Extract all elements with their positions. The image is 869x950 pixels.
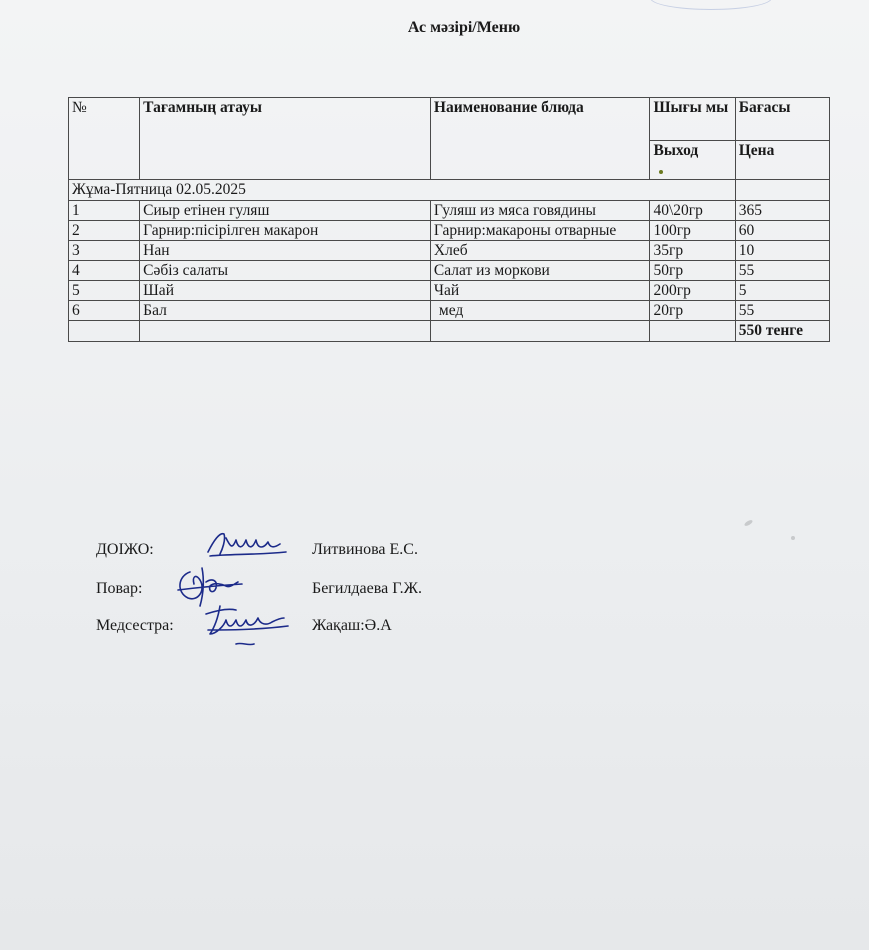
ink-dot [659, 170, 663, 174]
signature-role: Медсестра: [96, 617, 174, 634]
cell-output: 50гр [650, 261, 735, 281]
cell-number: 1 [69, 201, 140, 221]
cell-name-ru: Гуляш из мяса говядины [430, 201, 650, 221]
table-row [69, 201, 830, 221]
table-header-row [69, 98, 830, 141]
cell-name-ru: Салат из моркови [430, 261, 650, 281]
signature-name: Жақаш:Ә.А [312, 617, 392, 634]
table-cell-empty [140, 321, 431, 342]
cell-number: 6 [69, 301, 140, 321]
cell-number: 3 [69, 241, 140, 261]
cell-price: 365 [735, 201, 829, 221]
menu-rows [69, 201, 830, 321]
cell-number: 2 [69, 221, 140, 241]
signature-role: Повар: [96, 580, 143, 597]
handwritten-signature-director [200, 528, 290, 562]
cell-output: 200гр [650, 281, 735, 301]
cell-number: 4 [69, 261, 140, 281]
header-name-ru: Наименование блюда [430, 98, 650, 180]
cell-price: 10 [735, 241, 829, 261]
cell-price: 60 [735, 221, 829, 241]
cell-name-ru: Чай [430, 281, 650, 301]
cell-name-kz: Сәбіз салаты [140, 261, 431, 281]
paper-speck [791, 536, 795, 540]
table-row [69, 261, 830, 281]
handwritten-signature-nurse [196, 600, 292, 652]
table-row [69, 281, 830, 301]
day-label: Жұма-Пятница 02.05.2025 [69, 180, 736, 201]
table-cell-empty [650, 321, 735, 342]
menu-table [68, 97, 830, 342]
table-cell-empty [735, 180, 829, 201]
table-cell-empty [69, 321, 140, 342]
cell-name-ru: Гарнир:макароны отварные [430, 221, 650, 241]
cell-name-kz: Сиыр етінен гуляш [140, 201, 431, 221]
cell-price: 5 [735, 281, 829, 301]
cell-output: 40\20гр [650, 201, 735, 221]
cell-name-ru: Хлеб [430, 241, 650, 261]
paper-speck [744, 519, 754, 527]
header-name-kz: Тағамның атауы [140, 98, 431, 180]
signature-name: Бегилдаева Г.Ж. [312, 580, 422, 597]
page-title: Ас мәзірі/Меню [407, 19, 521, 36]
header-price-kz: Бағасы [735, 98, 829, 141]
total-price: 550 тенге [735, 321, 829, 342]
total-row [69, 321, 830, 342]
cell-name-kz: Гарнир:пісірілген макарон [140, 221, 431, 241]
cell-price: 55 [735, 261, 829, 281]
header-price-ru: Цена [735, 141, 829, 180]
signature-role: ДОІЖО: [96, 541, 154, 558]
table-cell-empty [430, 321, 650, 342]
header-output-ru: Выход [650, 141, 735, 180]
cell-output: 35гр [650, 241, 735, 261]
day-row [69, 180, 830, 201]
signature-name: Литвинова Е.С. [312, 541, 418, 558]
cell-output: 20гр [650, 301, 735, 321]
header-output-kz: Шығы мы [650, 98, 735, 141]
table-row [69, 221, 830, 241]
cell-output: 100гр [650, 221, 735, 241]
table-row [69, 241, 830, 261]
header-number: № [69, 98, 140, 180]
cell-name-kz: Шай [140, 281, 431, 301]
cell-number: 5 [69, 281, 140, 301]
corner-stamp-fragment [650, 0, 772, 10]
cell-price: 55 [735, 301, 829, 321]
cell-name-kz: Бал [140, 301, 431, 321]
cell-name-kz: Нан [140, 241, 431, 261]
cell-name-ru: мед [430, 301, 650, 321]
table-row [69, 301, 830, 321]
